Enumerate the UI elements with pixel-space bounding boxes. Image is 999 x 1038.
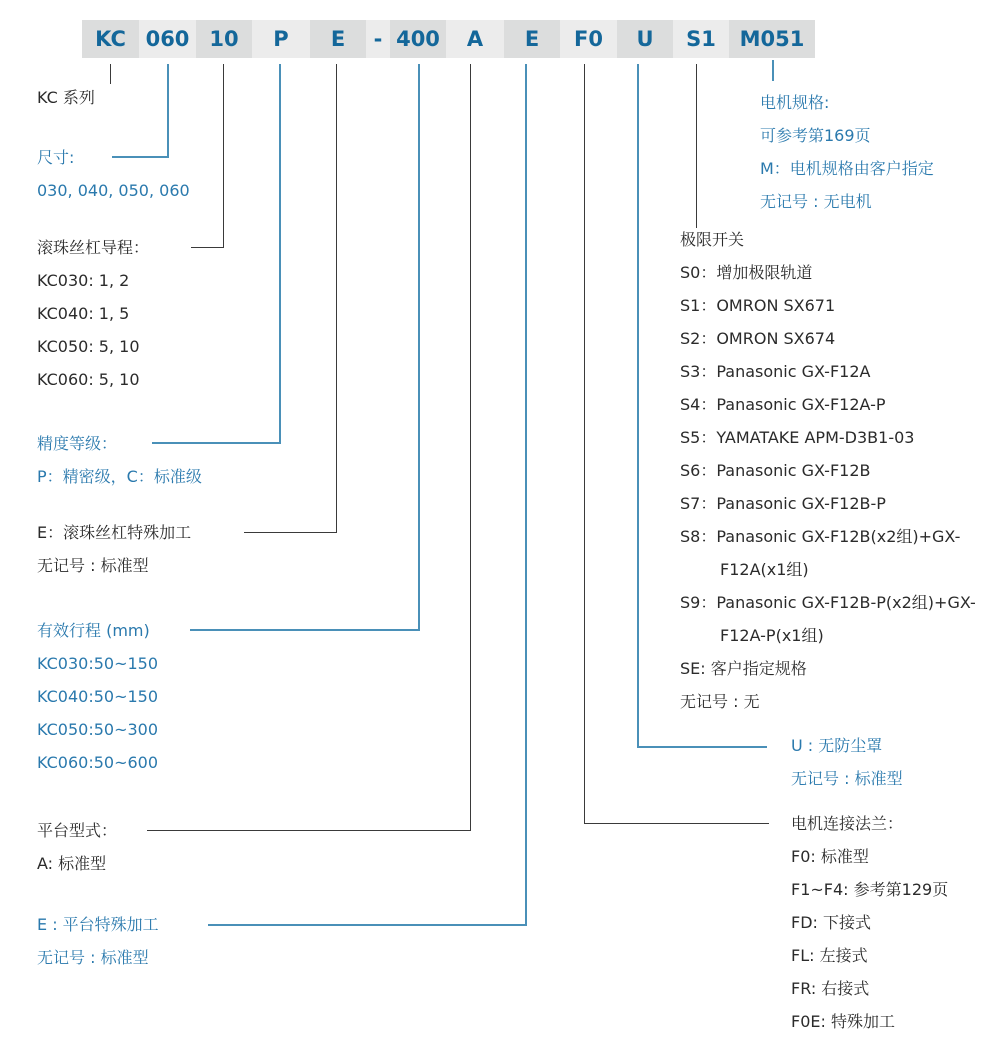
connector-screw-special-v — [336, 64, 337, 533]
stroke-line: KC030:50~150 — [37, 654, 159, 673]
stroke-block — [37, 614, 158, 779]
code-segment-stroke: 400 — [390, 20, 446, 58]
flange-line: F0E: 特殊加工 — [791, 1012, 895, 1031]
platform-special-line: 无记号 : 标准型 — [37, 948, 149, 967]
limit-line-continued: F12A(x1组) — [720, 560, 809, 579]
connector-stroke-h — [190, 629, 420, 631]
code-segment-platform: A — [446, 20, 504, 58]
screw-special-title: E：滚珠丝杠特殊加工 — [37, 523, 192, 542]
flange-line: FR: 右接式 — [791, 979, 870, 998]
limit-title: 极限开关 — [680, 230, 745, 249]
accuracy-line: P：精密级，C：标准级 — [37, 467, 202, 486]
lead-line: KC060: 5, 10 — [37, 370, 140, 389]
platform-block — [37, 814, 117, 880]
motor-block — [760, 86, 934, 218]
connector-lead-v — [223, 64, 224, 248]
limit-line-se: SE: 客户指定规格 — [680, 659, 807, 678]
connector-dust-v — [637, 64, 639, 747]
connector-flange-h — [584, 823, 769, 824]
connector-stroke-v — [418, 64, 420, 630]
code-segment-lead: 10 — [196, 20, 252, 58]
limit-line: S1：OMRON SX671 — [680, 296, 836, 315]
size-title: 尺寸: — [37, 148, 75, 167]
limit-line: S3：Panasonic GX-F12A — [680, 362, 871, 381]
screw-special-block — [37, 516, 191, 582]
connector-accuracy-v — [279, 64, 281, 443]
flange-line: FL: 左接式 — [791, 946, 868, 965]
lead-line: KC030: 1, 2 — [37, 271, 130, 290]
connector-flange-v — [584, 64, 585, 824]
flange-block — [791, 807, 948, 1038]
connector-screw-special-h — [244, 532, 337, 533]
size-block — [37, 141, 190, 207]
connector-platform-v — [470, 64, 471, 831]
code-segment-screw-special: E — [310, 20, 366, 58]
accuracy-title: 精度等级： — [37, 434, 118, 453]
series-block — [37, 81, 95, 114]
size-line: 030, 040, 050, 060 — [37, 181, 190, 200]
connector-platform-special-h — [208, 924, 527, 926]
code-segment-series: KC — [82, 20, 139, 58]
dust-cover-block — [791, 729, 903, 795]
dust-title: U : 无防尘罩 — [791, 736, 883, 755]
code-segment-flange: F0 — [560, 20, 617, 58]
stroke-line: KC060:50~600 — [37, 753, 159, 772]
screw-special-line: 无记号 : 标准型 — [37, 556, 149, 575]
flange-line: F0: 标准型 — [791, 847, 869, 866]
code-segment-motor: M051 — [729, 20, 815, 58]
code-segment-platform-special: E — [504, 20, 560, 58]
limit-line: S0：增加极限轨道 — [680, 263, 813, 282]
code-segment-size: 060 — [139, 20, 196, 58]
limit-line: S2：OMRON SX674 — [680, 329, 836, 348]
lead-block — [37, 231, 149, 396]
connector-dust-h — [637, 746, 767, 748]
motor-line: M：电机规格由客户指定 — [760, 159, 934, 178]
platform-title: 平台型式： — [37, 821, 118, 840]
accuracy-block — [37, 427, 202, 493]
stroke-line: KC040:50~150 — [37, 687, 159, 706]
motor-line: 无记号 : 无电机 — [760, 192, 872, 211]
platform-special-title: E : 平台特殊加工 — [37, 915, 159, 934]
connector-limit-v — [696, 64, 697, 228]
lead-line: KC050: 5, 10 — [37, 337, 140, 356]
flange-line: F1~F4: 参考第129页 — [791, 880, 949, 899]
code-segment-dust: U — [617, 20, 673, 58]
limit-line: S8：Panasonic GX-F12B(x2组)+GX- — [680, 527, 961, 546]
platform-line: A: 标准型 — [37, 854, 107, 873]
limit-switch-block — [680, 223, 976, 718]
limit-line-continued: F12A-P(x1组) — [720, 626, 824, 645]
connector-platform-h — [147, 830, 471, 831]
limit-line: S6：Panasonic GX-F12B — [680, 461, 871, 480]
series-title: KC 系列 — [37, 88, 95, 107]
connector-lead-h — [191, 247, 224, 248]
flange-line: FD: 下接式 — [791, 913, 872, 932]
code-segment-accuracy: P — [252, 20, 310, 58]
limit-line: S7：Panasonic GX-F12B-P — [680, 494, 886, 513]
connector-platform-special-v — [525, 64, 527, 925]
connector-series — [110, 64, 111, 84]
motor-title: 电机规格: — [760, 93, 830, 112]
lead-line: KC040: 1, 5 — [37, 304, 130, 323]
stroke-title: 有效行程 (mm) — [37, 621, 150, 640]
limit-line: S5：YAMATAKE APM-D3B1-03 — [680, 428, 915, 447]
dust-line: 无记号 : 标准型 — [791, 769, 903, 788]
limit-line-none: 无记号 : 无 — [680, 692, 760, 711]
connector-motor-v — [772, 60, 774, 81]
limit-line: S9：Panasonic GX-F12B-P(x2组)+GX- — [680, 593, 976, 612]
lead-title: 滚珠丝杠导程： — [37, 238, 150, 257]
flange-title: 电机连接法兰： — [791, 814, 904, 833]
stroke-line: KC050:50~300 — [37, 720, 159, 739]
code-segment-dash: - — [366, 20, 390, 58]
limit-line: S4：Panasonic GX-F12A-P — [680, 395, 886, 414]
motor-line: 可参考第169页 — [760, 126, 871, 145]
code-segment-limit: S1 — [673, 20, 729, 58]
platform-special-block — [37, 908, 159, 974]
